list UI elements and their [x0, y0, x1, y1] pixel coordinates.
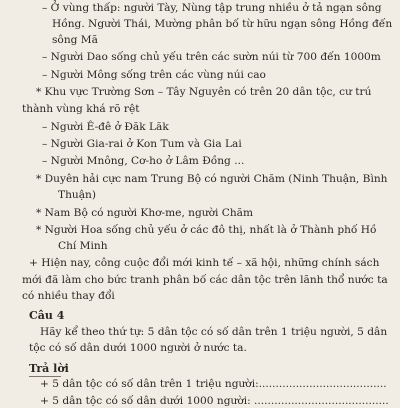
- text-line: – Người Gia-rai ở Kon Tum và Gia Lai: [42, 138, 242, 150]
- text-line: * Duyên hải cực nam Trung Bộ có người Chăm (Ninh Thuận, Bình: [36, 173, 388, 185]
- text-line: – Người Dao sống chủ yếu trên các sườn núi từ 700 đến 1000m: [42, 51, 381, 63]
- text-line: có nhiều thay đổi: [22, 290, 115, 302]
- text-line: * Người Hoa sống chủ yếu ở các đô thị, nhất là ở Thành phố Hồ: [36, 224, 377, 236]
- text-line: – Người Mông sống trên các vùng núi cao: [42, 69, 266, 81]
- text-line: thành vùng khá rõ rệt: [22, 103, 140, 115]
- answer-line: + 5 dân tộc có số dân dưới 1000 người: ........................................: [40, 395, 389, 407]
- text-line: * Nam Bộ có người Khơ-me, người Chăm: [36, 207, 254, 219]
- answer-line: + 5 dân tộc có số dân trên 1 triệu người:......................................: [40, 378, 387, 390]
- text-line: mới đã làm cho bức tranh phân bố các dân tộc trên lãnh thổ nước ta: [22, 274, 388, 286]
- text-line: sông Mã: [52, 34, 98, 46]
- text-line: + Hiện nay, công cuộc đổi mới kinh tế – xã hội, những chính sách: [29, 257, 380, 269]
- question-text: tộc có số dân dưới 1000 người ở nước ta.: [29, 342, 247, 354]
- answer-label-underline: [29, 376, 61, 377]
- text-line: * Khu vực Trường Sơn – Tây Nguyên có trên 20 dân tộc, cư trú: [36, 86, 372, 98]
- question-label: Câu 4: [29, 309, 65, 322]
- answer-label: Trả lời: [29, 362, 69, 375]
- text-line: Thuận): [58, 189, 96, 201]
- text-line: – Người Ê-đê ở Đăk Lăk: [42, 121, 169, 133]
- text-line: – Người Mnông, Cơ-ho ở Lâm Đồng ...: [42, 155, 245, 167]
- question-text: Hãy kể theo thứ tự: 5 dân tộc có số dân trên 1 triệu người, 5 dân: [40, 326, 388, 338]
- text-line: Chí Minh: [58, 240, 108, 252]
- text-line: – Ở vùng thấp: người Tày, Nùng tập trung nhiều ở tả ngạn sông: [42, 2, 382, 14]
- text-line: Hồng. Người Thái, Mường phân bố từ hữu ngạn sông Hồng đến: [52, 18, 393, 30]
